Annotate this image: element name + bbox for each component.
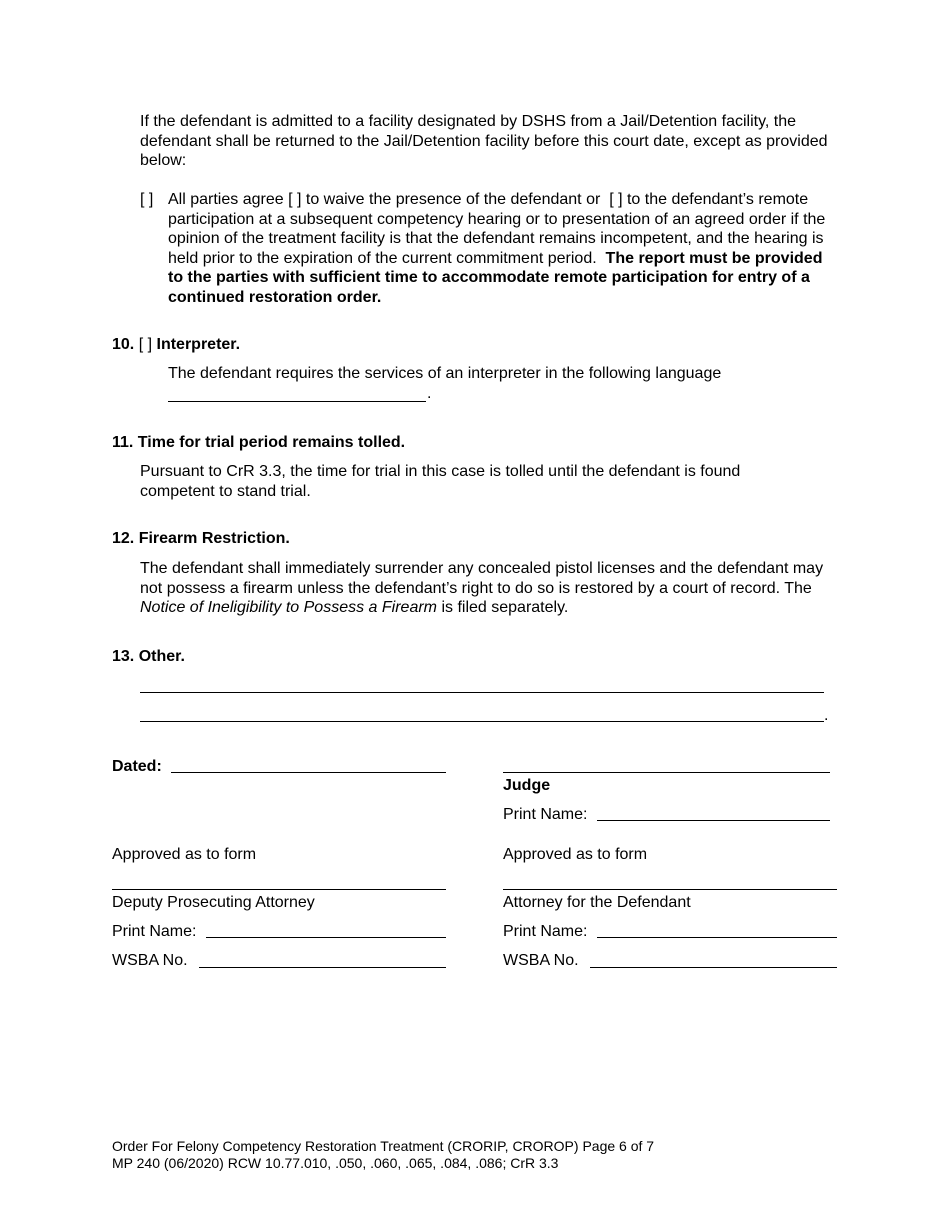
defense-label: Attorney for the Defendant bbox=[503, 894, 691, 911]
approved-label-left: Approved as to form bbox=[112, 846, 257, 863]
interpreter-language-field[interactable] bbox=[168, 401, 426, 402]
other-line-2[interactable] bbox=[140, 721, 824, 722]
waive-checkbox[interactable]: [ ] bbox=[288, 191, 302, 208]
option-text-1: All parties agree bbox=[168, 191, 284, 208]
dated-label: Dated: bbox=[112, 758, 162, 775]
footer bbox=[112, 1138, 654, 1172]
approved-label-right: Approved as to form bbox=[503, 846, 648, 863]
interpreter-terminator: . bbox=[427, 385, 432, 402]
judge-print-name-field[interactable] bbox=[597, 820, 830, 821]
judge-label: Judge bbox=[503, 777, 551, 794]
option-bold-text: The report must be provided to the parties with sufficient time to accommodate remote participation for entry of a continued restoration order. bbox=[168, 249, 823, 306]
section10-heading: 10. [ ] Interpreter. bbox=[112, 336, 241, 353]
intro-paragraph: If the defendant is admitted to a facility designated by DSHS from a Jail/Detention facility, the defendant shall be returned to the Jail/Detention facility before this court date, except as provided below: bbox=[140, 113, 828, 169]
option-text-2: to waive the presence of the defendant or bbox=[305, 191, 601, 208]
prosecutor-wsba-label: WSBA No. bbox=[112, 952, 188, 969]
option-text-3: to the defendant’s remote participation at a subsequent competency hearing or to presentation of an agreed order if the opinion of the treatment facility is that the defendant remains incompetent, and the hearing is held prior to the expiration of the current commitment period. bbox=[168, 191, 826, 267]
section12-heading: 12. Firearm Restriction. bbox=[112, 530, 290, 547]
defense-print-name-field[interactable] bbox=[597, 937, 837, 938]
prosecutor-wsba-field[interactable] bbox=[199, 967, 446, 968]
judge-print-name-label: Print Name: bbox=[503, 806, 588, 823]
section13-heading: 13. Other. bbox=[112, 648, 185, 665]
defense-print-name-label: Print Name: bbox=[503, 923, 588, 940]
section11-body: Pursuant to CrR 3.3, the time for trial in this case is tolled until the defendant is found competent to stand trial. bbox=[140, 463, 741, 500]
option-checkbox[interactable]: [ ] bbox=[140, 191, 154, 208]
prosecutor-label: Deputy Prosecuting Attorney bbox=[112, 894, 315, 911]
other-terminator: . bbox=[824, 707, 829, 724]
section10-body: The defendant requires the services of an interpreter in the following language bbox=[168, 365, 722, 382]
prosecutor-print-name-field[interactable] bbox=[206, 937, 446, 938]
interpreter-checkbox[interactable]: [ ] bbox=[138, 336, 153, 353]
notice-title: Notice of Ineligibility to Possess a Firearm bbox=[140, 599, 437, 616]
other-line-1[interactable] bbox=[140, 692, 824, 693]
footer-line-2: MP 240 (06/2020) RCW 10.77.010, .050, .060, .065, .084, .086; CrR 3.3 bbox=[112, 1155, 559, 1171]
prosecutor-signature-line[interactable] bbox=[112, 889, 446, 890]
footer-line-1: Order For Felony Competency Restoration Treatment (CRORIP, CROROP) Page 6 of 7 bbox=[112, 1138, 655, 1154]
judge-signature-line[interactable] bbox=[503, 772, 830, 773]
remote-checkbox[interactable]: [ ] bbox=[609, 191, 623, 208]
prosecutor-print-name-label: Print Name: bbox=[112, 923, 197, 940]
defense-signature-line[interactable] bbox=[503, 889, 837, 890]
dated-field[interactable] bbox=[171, 772, 446, 773]
section11-heading: 11. Time for trial period remains tolled. bbox=[112, 434, 406, 451]
option-paragraph bbox=[168, 190, 828, 307]
defense-wsba-label: WSBA No. bbox=[503, 952, 579, 969]
section12-body: The defendant shall immediately surrender any concealed pistol licenses and the defendant may not possess a firearm unless the defendant’s right to do so is restored by a court of record. The Notice of Ineligibility to Possess a Firearm is filed separately. bbox=[140, 560, 824, 616]
defense-wsba-field[interactable] bbox=[590, 967, 837, 968]
